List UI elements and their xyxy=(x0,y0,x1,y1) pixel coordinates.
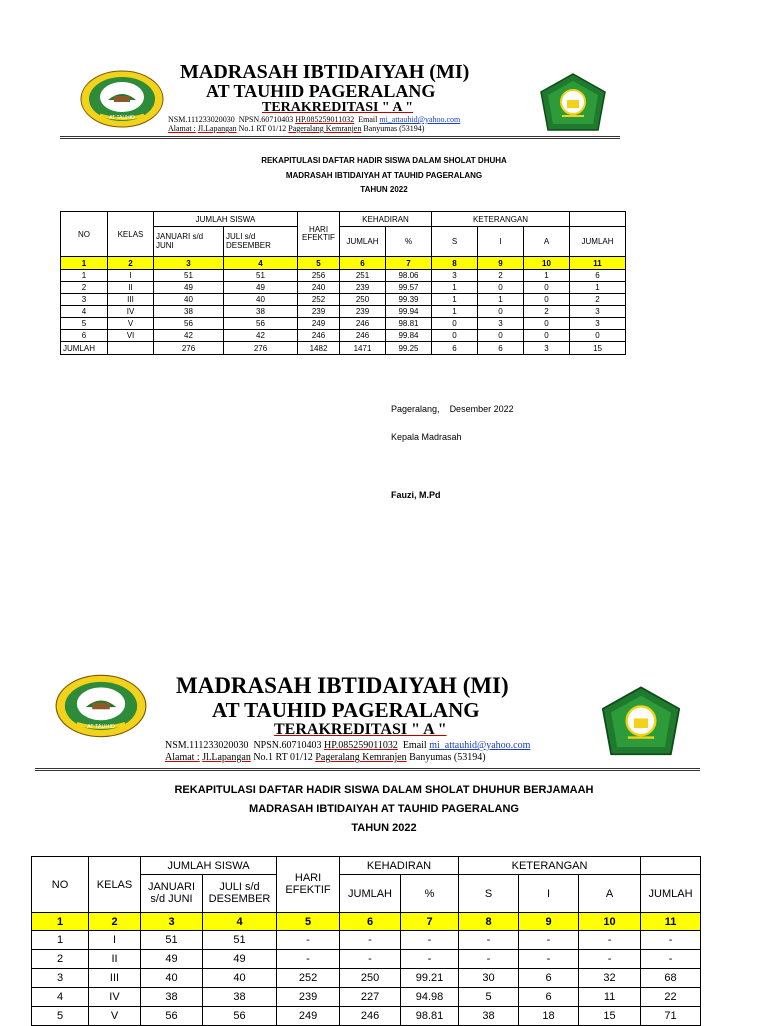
header-hari-efektif: HARI EFEKTIF xyxy=(277,857,340,913)
header-jumlah: JUMLAH xyxy=(641,875,701,913)
header-keterangan: KETERANGAN xyxy=(432,212,570,227)
header-jumlah-siswa: JUMLAH SISWA xyxy=(141,857,277,875)
school-name-line1: MADRASAH IBTIDAIYAH (MI) xyxy=(180,61,470,83)
table-row: 1 I 51 51 256 251 98.06 3 2 1 6 xyxy=(61,270,626,282)
email-link[interactable]: mi_attauhid@yahoo.com xyxy=(429,740,531,751)
header-i: I xyxy=(519,875,579,913)
table-row: 2 II 49 49 240 239 99.57 1 0 0 1 xyxy=(61,282,626,294)
header-no: NO xyxy=(32,857,89,913)
signature-name: Fauzi, M.Pd xyxy=(391,490,441,500)
contact-line: NSM.111233020030 NPSN.60710403 HP.085259011032 Email mi_attauhid@yahoo.com xyxy=(165,740,531,751)
attendance-table xyxy=(60,211,626,355)
header-hari-efektif: HARI EFEKTIF xyxy=(298,212,340,257)
table-row: 6 VI 42 42 246 246 99.84 0 0 0 0 xyxy=(61,330,626,342)
address-line: Alamat : Jl.Lapangan No.1 RT 01/12 Pageralang Kemranjen Banyumas (53194) xyxy=(168,124,425,133)
school-name-line1: MADRASAH IBTIDAIYAH (MI) xyxy=(176,673,509,698)
header-kh-jumlah: JUMLAH xyxy=(340,875,401,913)
header-kh-jumlah: JUMLAH xyxy=(340,227,386,257)
school-name-line2: AT TAUHID PAGERALANG xyxy=(212,698,480,722)
header-blank xyxy=(570,212,626,227)
letterhead-divider xyxy=(35,768,700,771)
header-no: NO xyxy=(61,212,108,257)
report-title-line2: MADRASAH IBTIDAIYAH AT TAUHID PAGERALANG xyxy=(249,803,519,815)
column-number-row: 1 2 3 4 5 6 7 8 9 10 11 xyxy=(61,257,626,270)
table-row: 4 IV 38 38 239 227 94.98 5 6 11 22 xyxy=(32,988,701,1007)
header-kelas: KELAS xyxy=(108,212,154,257)
table-row: 3 III 40 40 252 250 99.39 1 1 0 2 xyxy=(61,294,626,306)
header-keterangan: KETERANGAN xyxy=(459,857,641,875)
table-row: 5 V 56 56 249 246 98.81 0 3 0 3 xyxy=(61,318,626,330)
header-juli-des: JULI s/d DESEMBER xyxy=(203,875,277,913)
header-kelas: KELAS xyxy=(89,857,141,913)
signature-role: Kepala Madrasah xyxy=(391,432,462,442)
header-juli-des: JULI s/d DESEMBER xyxy=(224,227,298,257)
header-s: S xyxy=(432,227,478,257)
attendance-table xyxy=(31,856,701,1026)
table-row: 1 I 51 51 - - - - - - - xyxy=(32,931,701,950)
address-line: Alamat : Jl.Lapangan No.1 RT 01/12 Pageralang Kemranjen Banyumas (53194) xyxy=(165,752,486,763)
header-i: I xyxy=(478,227,524,257)
header-a: A xyxy=(524,227,570,257)
kemenag-logo-right-icon xyxy=(538,72,608,134)
signature-place-date: Pageralang, Desember 2022 xyxy=(391,404,514,414)
table-row: 5 V 56 56 249 246 98.81 38 18 15 71 xyxy=(32,1007,701,1026)
svg-text:AT TAUHID: AT TAUHID xyxy=(87,723,115,730)
letterhead-divider xyxy=(60,136,620,139)
header-jumlah: JUMLAH xyxy=(570,227,626,257)
header-jan-juni: JANUARI s/d JUNI xyxy=(154,227,224,257)
header-jan-juni: JANUARI s/d JUNI xyxy=(141,875,203,913)
kemenag-logo-right-icon xyxy=(598,685,684,759)
school-logo-left-icon xyxy=(80,70,164,128)
school-name-line2: AT TAUHID PAGERALANG xyxy=(206,81,436,101)
report-title-line1: REKAPITULASI DAFTAR HADIR SISWA DALAM SHOLAT DHUHUR BERJAMAAH xyxy=(174,784,594,796)
header-kh-persen: % xyxy=(401,875,459,913)
column-number-row: 1 2 3 4 5 6 7 8 9 10 11 xyxy=(32,913,701,931)
accreditation: TERAKREDITASI " A " xyxy=(262,100,414,115)
table-row: 2 II 49 49 - - - - - - - xyxy=(32,950,701,969)
table-row: 3 III 40 40 252 250 99.21 30 6 32 68 xyxy=(32,969,701,988)
header-kehadiran: KEHADIRAN xyxy=(340,857,459,875)
header-blank xyxy=(641,857,701,875)
header-jumlah-siswa: JUMLAH SISWA xyxy=(154,212,298,227)
report-dhuhur xyxy=(0,655,768,1024)
header-kh-persen: % xyxy=(386,227,432,257)
report-title-line2: MADRASAH IBTIDAIYAH AT TAUHID PAGERALANG xyxy=(285,171,483,180)
report-title-line3: TAHUN 2022 xyxy=(351,822,417,834)
report-title-line3: TAHUN 2022 xyxy=(360,185,408,194)
header-s: S xyxy=(459,875,519,913)
table2-body xyxy=(32,931,701,1026)
header-a: A xyxy=(579,875,641,913)
total-row: JUMLAH 276 276 1482 1471 99.25 6 6 3 15 xyxy=(61,342,626,355)
school-logo-left-icon xyxy=(55,672,147,740)
contact-line: NSM.111233020030 NPSN.60710403 HP.085259011032 Email mi_attauhid@yahoo.com xyxy=(168,115,461,124)
svg-text:AT TAUHID: AT TAUHID xyxy=(109,115,135,121)
accreditation: TERAKREDITASI " A " xyxy=(274,721,447,738)
table1-body xyxy=(61,270,626,355)
table-row: 4 IV 38 38 239 239 99.94 1 0 2 3 xyxy=(61,306,626,318)
report-title-line1: REKAPITULASI DAFTAR HADIR SISWA DALAM SHOLAT DHUHA xyxy=(261,156,507,165)
email-link[interactable]: mi_attauhid@yahoo.com xyxy=(379,115,461,124)
header-kehadiran: KEHADIRAN xyxy=(340,212,432,227)
